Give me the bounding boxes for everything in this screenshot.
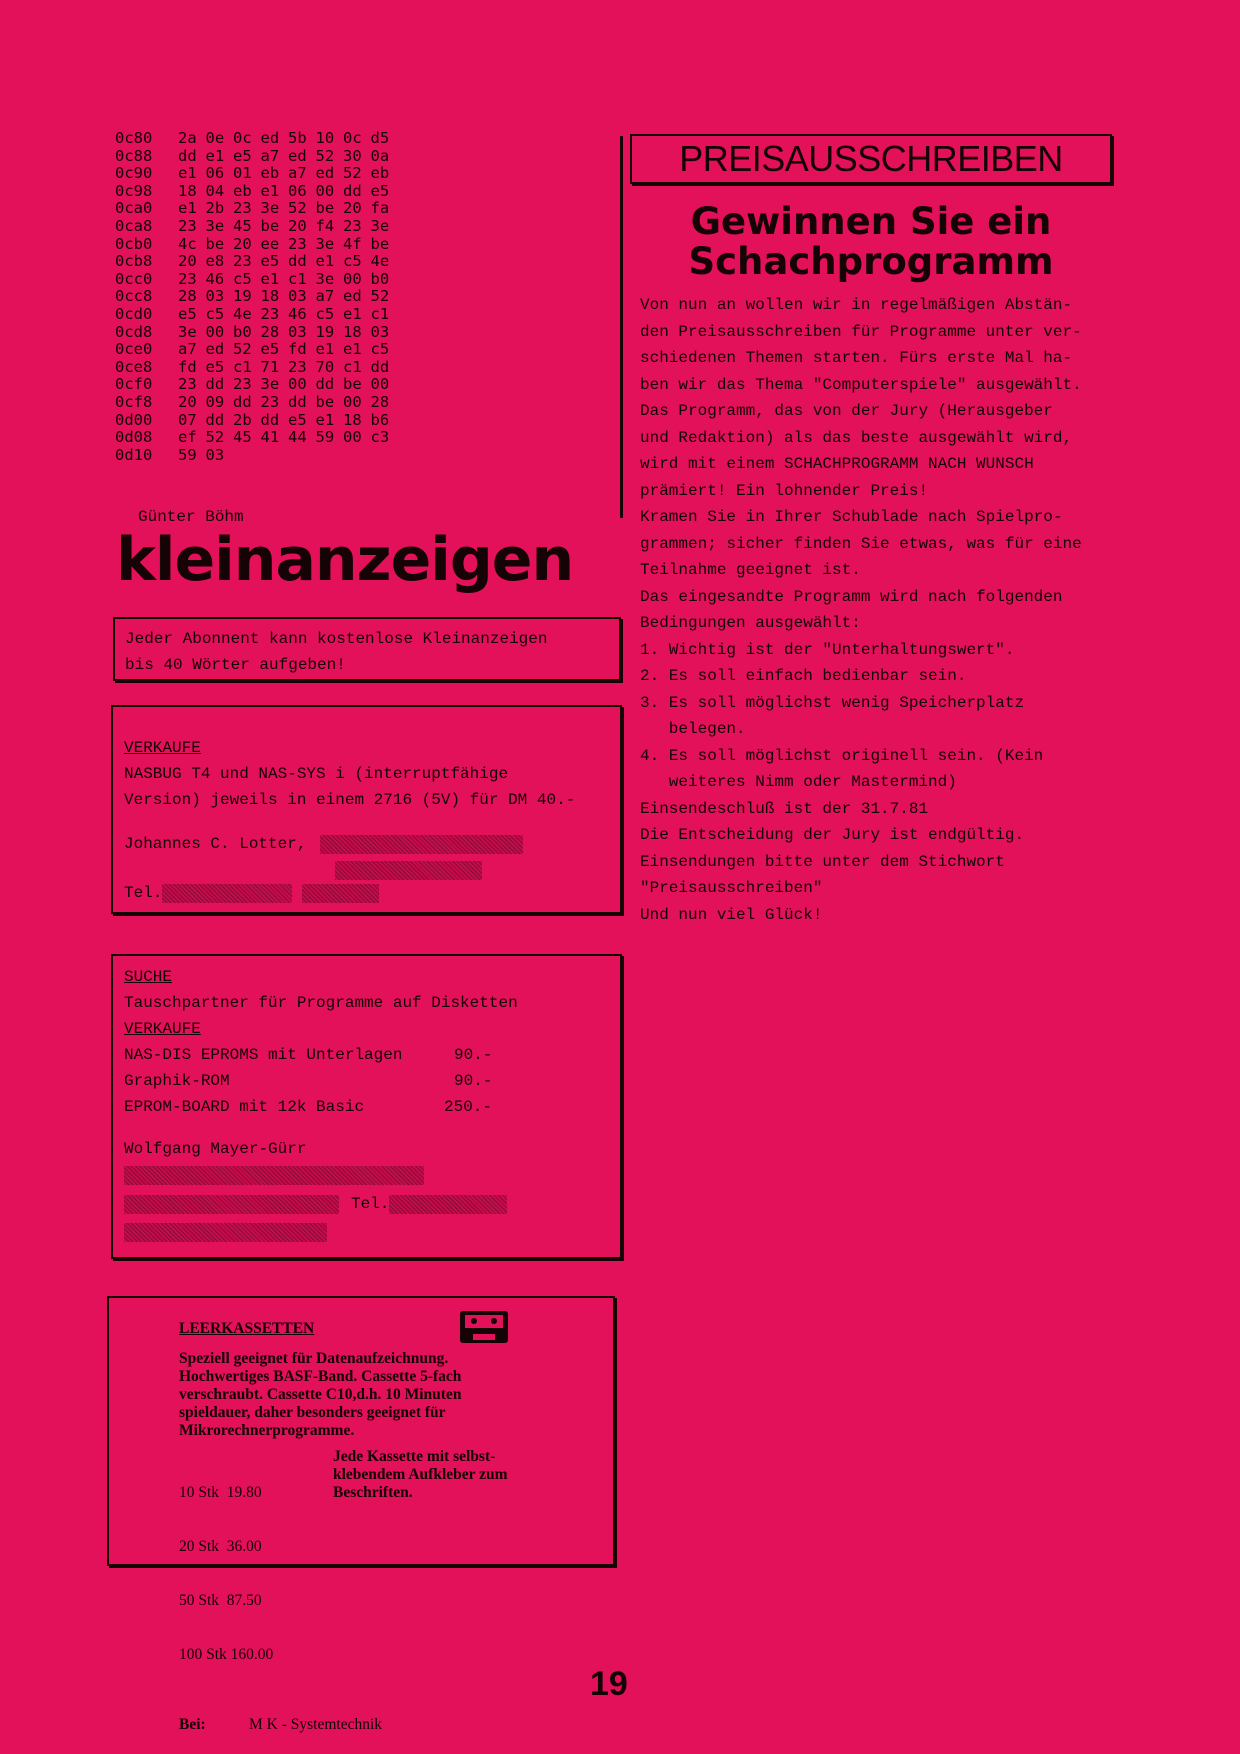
hex-byte: 18 <box>343 322 362 341</box>
hex-byte: 0a <box>370 146 390 165</box>
hex-byte: ee <box>260 234 280 253</box>
hex-byte: 0c <box>233 129 252 147</box>
hex-address: 0d00 <box>115 410 153 429</box>
headline-line: Schachprogramm <box>688 240 1054 283</box>
hex-byte: 4c <box>178 234 197 253</box>
hex-byte: 3e <box>315 269 335 288</box>
hex-address: 0ce8 <box>115 357 153 376</box>
hex-address: 0d08 <box>115 428 153 447</box>
hex-byte: e5 <box>205 357 225 376</box>
hex-byte: 2b <box>205 199 225 218</box>
hex-byte: 3e <box>205 216 225 235</box>
hex-address: 0cf0 <box>115 375 153 394</box>
redacted-phone <box>162 884 292 903</box>
hex-byte: 06 <box>288 181 307 200</box>
hex-byte: 28 <box>260 322 280 341</box>
hex-address: 0ca0 <box>115 199 153 218</box>
item-price: 90.- <box>454 1046 493 1064</box>
hex-byte: dd <box>178 146 197 165</box>
hex-byte: ed <box>315 164 335 183</box>
hex-byte: e1 <box>315 252 335 271</box>
ad-heading: LEERKASSETTEN <box>179 1320 315 1337</box>
hex-byte: e1 <box>260 269 280 288</box>
redacted-address <box>335 861 482 880</box>
hex-byte: dd <box>288 392 307 411</box>
hex-address: 0c90 <box>115 164 153 183</box>
ad-note: klebendem Aufkleber zum <box>333 1466 508 1483</box>
redacted-address <box>124 1166 424 1185</box>
hex-row <box>115 288 398 306</box>
hex-byte: 28 <box>370 392 390 411</box>
price-entry: 100 Stk 160.00 <box>179 1646 274 1663</box>
hex-row <box>115 148 398 166</box>
author-name: Günter Böhm <box>138 508 244 526</box>
hex-byte: 23 <box>288 234 307 253</box>
hex-byte: ed <box>288 146 307 165</box>
hex-byte: c5 <box>205 304 225 323</box>
item-price: 250.- <box>444 1098 493 1116</box>
hex-byte: 23 <box>178 269 197 288</box>
hex-row <box>115 200 398 218</box>
hex-byte: dd <box>343 181 362 200</box>
item-price: 90.- <box>454 1072 493 1090</box>
hex-byte: 4e <box>233 304 252 323</box>
price-entry: 50 Stk 87.50 <box>179 1592 262 1609</box>
hex-byte: 23 <box>288 357 307 376</box>
hex-byte: 10 <box>315 129 335 147</box>
price-entry: 10 Stk 19.80 <box>179 1484 262 1501</box>
hex-address: 0c80 <box>115 129 153 147</box>
hex-byte: be <box>260 216 280 235</box>
hex-byte: fa <box>370 199 390 218</box>
hex-address: 0c88 <box>115 146 153 165</box>
hex-byte: 52 <box>205 428 225 447</box>
hex-byte: 06 <box>205 164 225 183</box>
hex-byte: c1 <box>288 269 307 288</box>
classified-ad-leerkassetten <box>107 1296 615 1733</box>
classified-ad-lotter <box>111 705 622 914</box>
hex-byte: e1 <box>343 340 362 359</box>
hex-row <box>115 429 398 447</box>
hex-byte: 18 <box>260 287 280 306</box>
hex-address: 0cc8 <box>115 287 153 306</box>
hex-byte: 3e <box>260 199 280 218</box>
hex-byte: 2b <box>233 410 252 429</box>
hex-row <box>115 271 398 289</box>
hex-byte: 52 <box>233 340 252 359</box>
hex-byte: eb <box>260 164 280 183</box>
ad-line: verschraubt. Cassette C10,d.h. 10 Minuten <box>179 1386 462 1403</box>
price-entry: 20 Stk 36.00 <box>179 1538 262 1555</box>
hex-byte: 3e <box>178 322 197 341</box>
redacted-address <box>124 1195 339 1214</box>
hex-byte: 23 <box>178 375 197 394</box>
hex-byte: 3e <box>370 216 390 235</box>
hex-byte: 46 <box>288 304 307 323</box>
contest-title: PREISAUSSCHREIBEN <box>630 134 1112 184</box>
hex-row <box>115 394 398 412</box>
hex-byte: 23 <box>178 216 197 235</box>
hex-byte: e5 <box>260 340 280 359</box>
hex-row <box>115 341 398 359</box>
hex-byte: fd <box>288 340 307 359</box>
hex-byte: 03 <box>288 322 307 341</box>
hex-byte: 20 <box>288 216 307 235</box>
hex-address: 0cb8 <box>115 252 153 271</box>
hex-row <box>115 447 398 465</box>
hex-address: 0cf8 <box>115 392 153 411</box>
hex-byte: dd <box>205 410 225 429</box>
hex-byte: a7 <box>260 146 280 165</box>
hex-byte: 18 <box>343 410 362 429</box>
hex-byte: a7 <box>315 287 335 306</box>
hex-byte: 03 <box>205 287 225 306</box>
ad-line: NASBUG T4 und NAS-SYS i (interruptfähige <box>124 765 509 783</box>
ad-line: Mikrorechnerprogramme. <box>179 1422 355 1439</box>
hex-byte: 19 <box>315 322 335 341</box>
hex-byte: be <box>205 234 225 253</box>
hex-byte: e5 <box>370 181 390 200</box>
hex-byte: b0 <box>370 269 390 288</box>
hex-byte: 45 <box>233 428 252 447</box>
hex-byte: dd <box>205 375 225 394</box>
hex-byte: 52 <box>288 199 307 218</box>
hex-byte: 44 <box>288 428 307 447</box>
kleinanzeigen-title: kleinanzeigen <box>116 525 574 595</box>
hex-byte: 4f <box>343 234 362 253</box>
hex-byte: eb <box>370 164 390 183</box>
hex-byte: 52 <box>315 146 335 165</box>
hex-byte: 19 <box>233 287 252 306</box>
hex-byte: dd <box>315 375 335 394</box>
ad-heading: VERKAUFE <box>124 1020 201 1038</box>
ad-note: Jede Kassette mit selbst- <box>333 1448 496 1465</box>
hex-byte: 2a <box>178 129 197 147</box>
hex-row <box>115 218 398 236</box>
hex-byte: 23 <box>233 199 252 218</box>
hex-row <box>115 183 398 201</box>
hex-byte: ed <box>343 287 362 306</box>
hex-byte: b0 <box>233 322 252 341</box>
hex-byte: c5 <box>315 304 335 323</box>
hex-byte: 70 <box>315 357 335 376</box>
hex-address: 0cd0 <box>115 304 153 323</box>
hex-byte: 00 <box>205 322 225 341</box>
hex-byte: 18 <box>178 181 197 200</box>
hex-byte: e1 <box>315 410 335 429</box>
hex-byte: 41 <box>260 428 280 447</box>
hex-byte: a7 <box>288 164 307 183</box>
hex-byte: ed <box>260 129 280 147</box>
hex-byte: 23 <box>233 375 252 394</box>
price-row <box>124 1068 609 1094</box>
hex-byte: 20 <box>178 252 197 271</box>
hex-byte: 00 <box>343 392 362 411</box>
hex-byte: 23 <box>260 392 280 411</box>
hex-byte: e5 <box>178 304 197 323</box>
hex-row <box>115 324 398 342</box>
item-label: Graphik-ROM <box>124 1072 230 1090</box>
hex-byte: c5 <box>233 269 252 288</box>
hex-byte: be <box>315 392 335 411</box>
hex-byte: 59 <box>178 445 197 464</box>
hex-byte: 20 <box>233 234 252 253</box>
contest-article: Von nun an wollen wir in regelmäßigen Abstän- den Preisausschreiben für Programme unter ver- schiedenen Themen starten. Fürs erste Mal ha- ben wir das Thema "Computerspiele" ausgewählt. Das Programm, das von der Jury (Herausgeber und Redaktion) als das beste ausgewählt wird, wird mit einem SCHACHPROGRAMM NACH WUNSCH prämiert! Ein lohnender Preis! Kramen Sie in Ihrer Schublade nach Spielpro- grammen; sicher finden Sie etwas, was für eine Teilnahme geeignet ist. Das eingesandte Programm wird nach folgenden Bedingungen ausgewählt: 1. Wichtig ist der "Unterhaltungswert". 2. Es soll einfach bedienbar sein. 3. Es soll möglichst wenig Speicherplatz belegen. 4. Es soll möglichst originell sein. (Kein weiteres Nimm oder Mastermind) Einsendeschluß ist der 31.7.81 Die Entscheidung der Jury ist endgültig. Einsendungen bitte unter dem Stichwort "Preisausschreiben" Und nun viel Glück! <box>640 296 1082 924</box>
column-divider <box>620 136 623 518</box>
hex-byte: be <box>343 375 362 394</box>
hex-byte: eb <box>233 181 252 200</box>
ad-tel-label: Tel. <box>124 884 163 902</box>
hex-address: 0ca8 <box>115 216 153 235</box>
hex-address: 0cc0 <box>115 269 153 288</box>
hex-byte: 07 <box>178 410 197 429</box>
hex-row <box>115 306 398 324</box>
cassette-icon <box>459 1310 509 1344</box>
notice-line: bis 40 Wörter aufgeben! <box>125 656 346 674</box>
hex-row <box>115 130 398 148</box>
hex-byte: dd <box>370 357 390 376</box>
hex-byte: c1 <box>343 357 362 376</box>
hex-byte: 20 <box>178 392 197 411</box>
ad-line: Speziell geeignet für Datenaufzeichnung. <box>179 1350 449 1367</box>
hex-byte: 0c <box>343 129 362 147</box>
hex-byte: dd <box>233 392 252 411</box>
price-row <box>124 1094 609 1120</box>
hex-byte: 03 <box>370 322 390 341</box>
hex-byte: e1 <box>260 181 280 200</box>
hex-byte: 52 <box>370 287 390 306</box>
hex-byte: 04 <box>205 181 225 200</box>
price-list <box>179 1448 563 1700</box>
hex-byte: 00 <box>315 181 335 200</box>
hex-byte: 52 <box>343 164 362 183</box>
hex-address: 0ce0 <box>115 340 153 359</box>
hex-row <box>115 376 398 394</box>
hex-byte: 4e <box>370 252 390 271</box>
hex-row <box>115 165 398 183</box>
hex-byte: b6 <box>370 410 390 429</box>
ad-line: Version) jeweils in einem 2716 (5V) für DM 40.- <box>124 791 576 809</box>
headline-line: Gewinnen Sie ein <box>690 200 1052 243</box>
hex-byte: 59 <box>315 428 335 447</box>
hex-byte: e1 <box>178 164 197 183</box>
hex-address: 0cd8 <box>115 322 153 341</box>
ad-note: Beschriften. <box>333 1484 413 1501</box>
redacted-phone <box>302 884 379 903</box>
hex-byte: c1 <box>233 357 252 376</box>
redacted-phone <box>389 1195 507 1214</box>
hex-byte: c1 <box>370 304 390 323</box>
hex-byte: dd <box>288 252 307 271</box>
hex-byte: 20 <box>343 199 362 218</box>
hex-byte: 28 <box>178 287 197 306</box>
hex-row <box>115 412 398 430</box>
hex-byte: d5 <box>370 129 390 147</box>
page-number: 19 <box>590 1665 628 1703</box>
hex-byte: 30 <box>343 146 362 165</box>
item-label: NAS-DIS EPROMS mit Unterlagen <box>124 1046 403 1064</box>
hex-byte: dd <box>260 410 280 429</box>
hex-byte: be <box>315 199 335 218</box>
hex-byte: a7 <box>178 340 197 359</box>
hex-byte: e1 <box>178 199 197 218</box>
hex-dump-listing <box>115 130 398 464</box>
hex-byte: f4 <box>315 216 335 235</box>
hex-byte: ef <box>178 428 197 447</box>
hex-byte: c5 <box>370 340 390 359</box>
ad-contact-name: Wolfgang Mayer-Gürr <box>124 1140 307 1158</box>
ad-line: Tauschpartner für Programme auf Disketten <box>124 994 518 1012</box>
hex-byte: 46 <box>205 269 225 288</box>
hex-byte: e5 <box>260 252 280 271</box>
hex-byte: 00 <box>343 428 362 447</box>
hex-byte: 45 <box>233 216 252 235</box>
hex-row <box>115 359 398 377</box>
hex-address: 0d10 <box>115 445 153 464</box>
ad-tel-label: Tel. <box>351 1195 390 1213</box>
hex-row <box>115 253 398 271</box>
hex-byte: 23 <box>343 216 362 235</box>
hex-byte: 5b <box>288 129 307 147</box>
ad-line: Hochwertiges BASF-Band. Cassette 5-fach <box>179 1368 462 1385</box>
hex-byte: e5 <box>288 410 307 429</box>
hex-byte: c5 <box>343 252 362 271</box>
hex-byte: fd <box>178 357 197 376</box>
hex-address: 0cb0 <box>115 234 153 253</box>
hex-byte: ed <box>205 340 225 359</box>
hex-byte: 00 <box>288 375 307 394</box>
redacted-address <box>320 835 523 854</box>
ad-contact-name: Johannes C. Lotter, <box>124 835 307 853</box>
hex-address: 0c98 <box>115 181 153 200</box>
item-label: EPROM-BOARD mit 12k Basic <box>124 1098 365 1116</box>
hex-byte: 09 <box>205 392 225 411</box>
hex-byte: e1 <box>315 340 335 359</box>
hex-byte: 23 <box>233 252 252 271</box>
redacted-address <box>124 1223 327 1242</box>
hex-byte: 00 <box>343 269 362 288</box>
hex-byte: 0e <box>205 129 225 147</box>
ad-heading: VERKAUFE <box>124 739 201 757</box>
ad-line: spieldauer, daher besonders geeignet für <box>179 1404 446 1421</box>
hex-byte: e1 <box>343 304 362 323</box>
vendor-name: M K - Systemtechnik <box>249 1716 383 1733</box>
classified-ad-mayer-guerr <box>111 954 622 1259</box>
hex-byte: 01 <box>233 164 252 183</box>
hex-byte: 00 <box>370 375 390 394</box>
hex-byte: be <box>370 234 390 253</box>
hex-byte: 3e <box>260 375 280 394</box>
hex-byte: e1 <box>205 146 225 165</box>
vendor-label: Bei: <box>179 1716 206 1733</box>
classifieds-notice-box <box>113 617 621 681</box>
hex-byte: 03 <box>288 287 307 306</box>
ad-heading: SUCHE <box>124 968 173 986</box>
hex-byte: 03 <box>205 445 225 464</box>
hex-byte: c3 <box>370 428 390 447</box>
hex-byte: 71 <box>260 357 280 376</box>
notice-line: Jeder Abonnent kann kostenlose Kleinanzeigen <box>125 630 548 648</box>
hex-byte: e8 <box>205 252 225 271</box>
price-row <box>124 1042 609 1068</box>
hex-row <box>115 236 398 254</box>
contest-headline <box>630 202 1112 282</box>
hex-byte: 23 <box>260 304 280 323</box>
hex-byte: 3e <box>315 234 335 253</box>
hex-byte: e5 <box>233 146 252 165</box>
